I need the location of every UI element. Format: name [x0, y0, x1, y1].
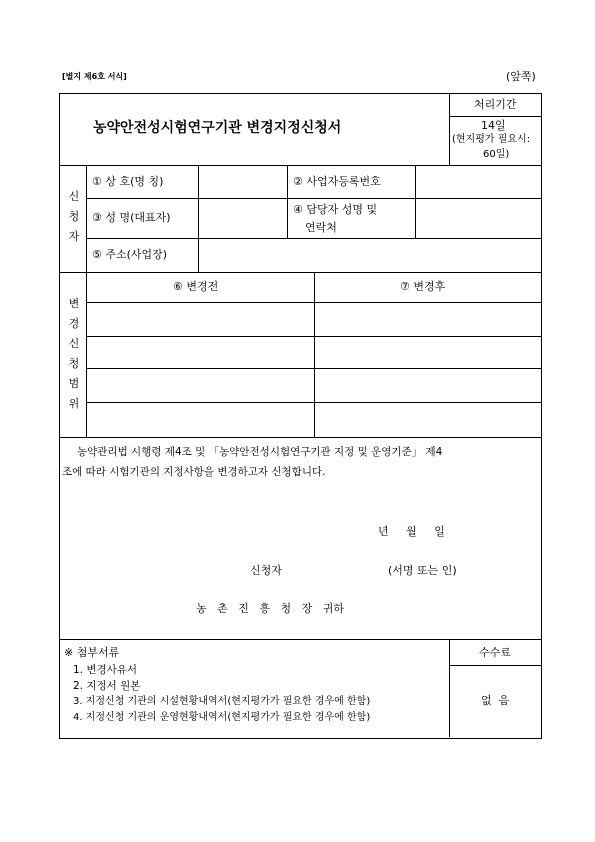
- processing-note-line1: (현지평가 필요시:: [452, 134, 531, 145]
- applicant-label-1: 신: [68, 190, 80, 203]
- attachments-header: ※ 첨부서류: [64, 646, 120, 659]
- change-scope-label-5: 범: [68, 377, 80, 390]
- contact-label-line2: 연락처: [305, 221, 337, 234]
- recipient: 농 촌 진 흥 청 장 귀하: [196, 602, 344, 615]
- date-field[interactable]: 년 월 일: [378, 525, 445, 538]
- contact-field[interactable]: [417, 200, 539, 236]
- address-field[interactable]: [200, 240, 539, 270]
- after-change-cell[interactable]: [316, 370, 539, 400]
- after-change-cell[interactable]: [316, 404, 539, 435]
- processing-period-label: 처리기간: [474, 98, 517, 111]
- before-change-cell[interactable]: [88, 404, 312, 435]
- change-scope-label-3: 신: [68, 337, 80, 350]
- after-change-cell[interactable]: [316, 304, 539, 334]
- business-reg-no-label: ② 사업자등록번호: [293, 175, 381, 188]
- change-scope-label-1: 변: [68, 297, 80, 310]
- form-number: [별지 제6호 서식]: [62, 72, 127, 81]
- change-scope-label-2: 경: [68, 317, 80, 330]
- fee-label: 수수료: [479, 646, 511, 659]
- page-side-label: (앞쪽): [506, 70, 536, 83]
- attachment-item: 1. 변경사유서: [73, 664, 138, 676]
- fee-value: 없 음: [481, 694, 510, 707]
- signature-hint[interactable]: (서명 또는 인): [388, 564, 457, 577]
- representative-field[interactable]: [200, 200, 285, 236]
- contact-label-line1: ④ 담당자 성명 및: [293, 203, 378, 216]
- processing-note-line2: 60일): [483, 149, 510, 160]
- before-change-header: ⑥ 변경전: [173, 280, 219, 293]
- company-name-label: ① 상 호(명 칭): [92, 175, 164, 188]
- representative-label: ③ 성 명(대표자): [92, 211, 171, 224]
- change-scope-label-4: 청: [68, 357, 80, 370]
- before-change-cell[interactable]: [88, 370, 312, 400]
- statement-line2: 조에 따라 시험기관의 지정사항을 변경하고자 신청합니다.: [62, 466, 326, 478]
- before-change-cell[interactable]: [88, 304, 312, 334]
- statement-line1: 농약관리법 시행령 제4조 및 「농약안전성시험연구기관 지정 및 운영기준」 제4: [77, 446, 443, 458]
- business-reg-no-field[interactable]: [417, 167, 539, 196]
- attachment-item: 3. 지정신청 기관의 시설현황내역서(현지평가가 필요한 경우에 한함): [73, 696, 371, 707]
- attachment-item: 4. 지정신청 기관의 운영현황내역서(현지평가가 필요한 경우에 한함): [73, 712, 371, 723]
- form-title: 농약안전성시험연구기관 변경지정신청서: [93, 120, 342, 136]
- change-scope-label-6: 위: [68, 397, 80, 410]
- address-label: ⑤ 주소(사업장): [92, 248, 168, 261]
- company-name-field[interactable]: [200, 167, 285, 196]
- after-change-cell[interactable]: [316, 338, 539, 366]
- applicant-label-3: 자: [68, 230, 80, 243]
- before-change-cell[interactable]: [88, 338, 312, 366]
- applicant-label-2: 청: [68, 210, 80, 223]
- applicant-signature-label: 신청자: [250, 564, 282, 577]
- attachment-item: 2. 지정서 원본: [73, 680, 141, 692]
- after-change-header: ⑦ 변경후: [400, 280, 446, 293]
- processing-days: 14일: [481, 119, 506, 132]
